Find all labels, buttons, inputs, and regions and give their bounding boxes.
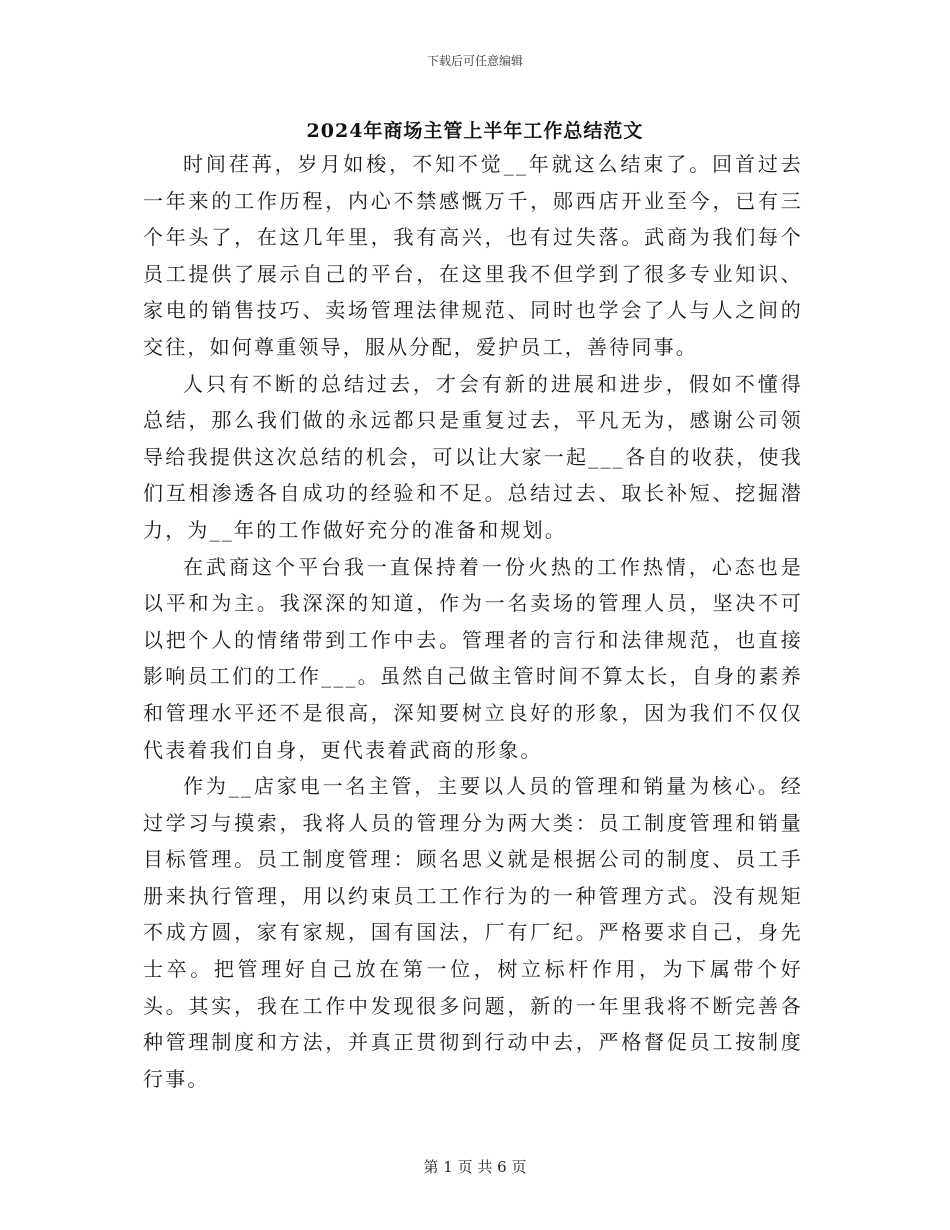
body-paragraph-4: 作为__店家电一名主管，主要以人员的管理和销量为核心。经过学习与摸索，我将人员的管理分为两大类：员工制度管理和销量目标管理。员工制度管理：顾名思义就是根据公司的制度、员工手册来执行管理，用以约束员工工作行为的一种管理方式。没有规矩不成方圆，家有家规，国有国法，厂有厂纪。严格要求自己，身先士卒。把管理好自己放在第一位，树立标杆作用，为下属带个好头。其实，我在工作中发现很多问题，新的一年里我将不断完善各种管理制度和方法，并真正贯彻到行动中去，严格督促员工按制度行事。 <box>143 774 803 1091</box>
page-number-footer: 第 1 页 共 6 页 <box>423 1158 527 1176</box>
body-paragraph-2: 人只有不断的总结过去，才会有新的进展和进步，假如不懂得总结，那么我们做的永远都只是重复过去，平凡无为，感谢公司领导给我提供这次总结的机会，可以让大家一起___各自的收获，使我们互相渗透各自成功的经验和不足。总结过去、取长补短、挖掘潜力，为__年的工作做好充分的准备和规划。 <box>143 371 803 542</box>
body-paragraph-1: 时间荏苒，岁月如梭，不知不觉__年就这么结束了。回首过去一年来的工作历程，内心不禁感慨万千，郧西店开业至今，已有三个年头了，在这几年里，我有高兴，也有过失落。武商为我们每个员工提供了展示自己的平台，在这里我不但学到了很多专业知识、家电的销售技巧、卖场管理法律规范、同时也学会了人与人之间的交往，如何尊重领导，服从分配，爱护员工，善待同事。 <box>143 152 803 359</box>
page-header-note: 下载后可任意编辑 <box>426 54 523 68</box>
document-body <box>143 146 803 1097</box>
body-paragraph-3: 在武商这个平台我一直保持着一份火热的工作热情，心态也是以平和为主。我深深的知道，作为一名卖场的管理人员，坚决不可以把个人的情绪带到工作中去。管理者的言行和法律规范，也直接影响员工们的工作___。虽然自己做主管时间不算太长，自身的素养和管理水平还不是很高，深知要树立良好的形象，因为我们不仅仅代表着我们自身，更代表着武商的形象。 <box>143 554 803 762</box>
document-title: 2024年商场主管上半年工作总结范文 <box>306 120 644 142</box>
